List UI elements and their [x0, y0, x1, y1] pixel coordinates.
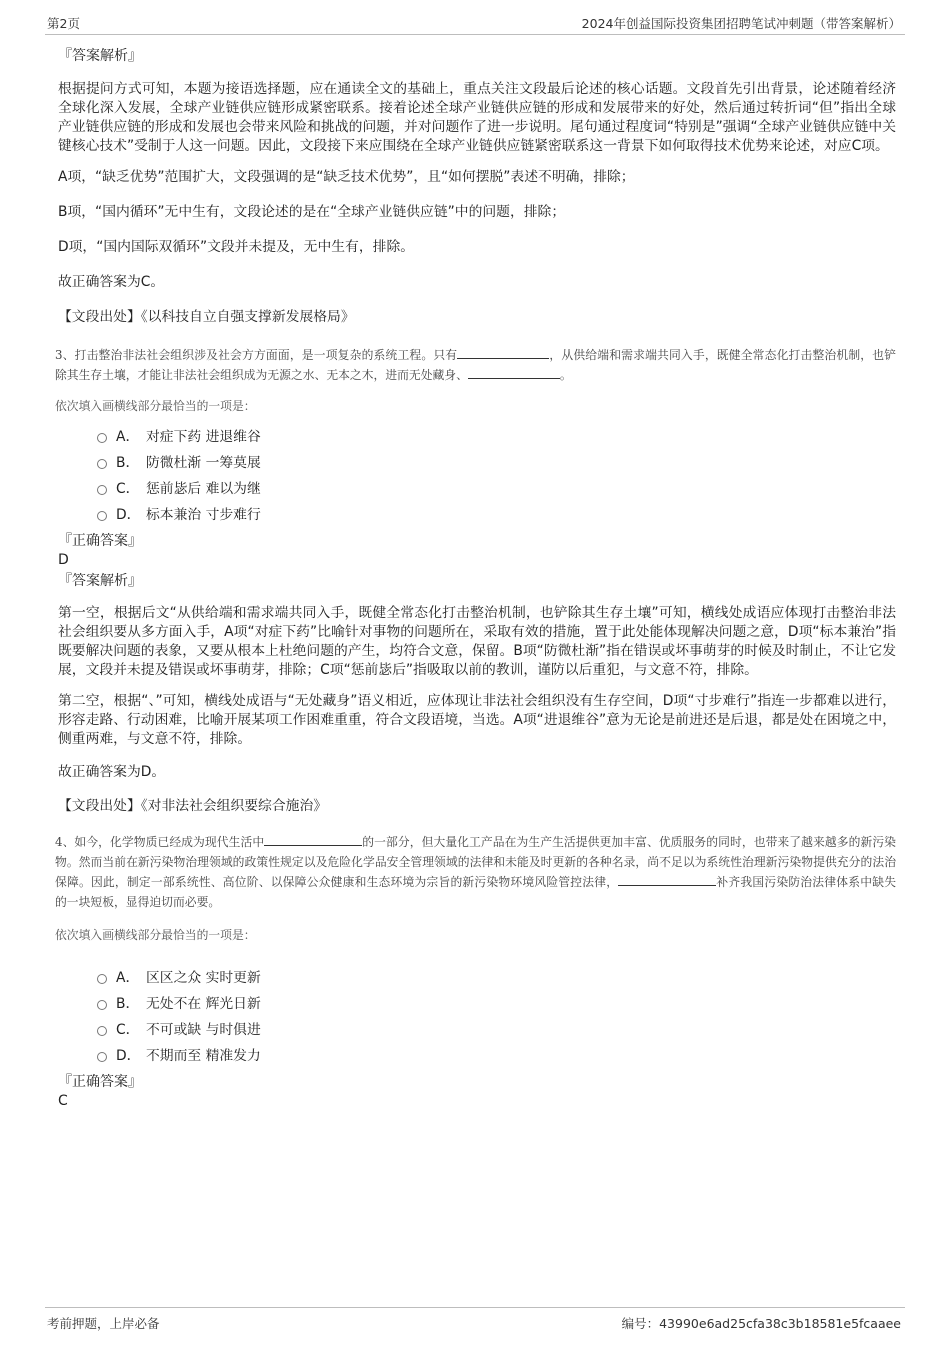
option-c[interactable]: C． 惩前毖后 难以为继: [58, 476, 896, 502]
correct-answer-label: 『正确答案』: [58, 533, 142, 549]
page-footer: [45, 1307, 905, 1334]
analysis-paragraph: A项，“缺乏优势”范围扩大，文段强调的是“缺乏技术优势”，且“如何摆脱”表述不明确，排除；: [58, 169, 635, 185]
analysis-paragraph: 第二空，根据“、”可知，横线处成语与“无处藏身”语义相近，应体现让非法社会组织没有生存空间，D项“寸步难行”指连一步都难以进行，形容走路、行动困难，比喻开展某项工作困难重重，符合文段语境，当选。A项“进退维谷”意为无论是前进还是后退，都是处在困境之中，侧重两难，与文意不符，排除。: [58, 693, 896, 747]
question-4-prompt: 依次填入画横线部分最恰当的一项是：: [55, 928, 256, 942]
question-4-text: 4、如今，化学物质已经成为现代生活中 的一部分，但大量化工产品在为生产生活提供更加丰富、优质服务的同时，也带来了越来越多的新污染物。然而当前在新污染物治理领域的政策性规定以及危险化学品安全管理领域的法律和未能及时更新的各种名录，尚不足以为系统性治理新污染物提供充分的法治保障。因此，制定一部系统性、高位阶、以保障公众健康和生态环境为宗旨的新污染物环境风险管控法律， 补齐我国污染防治法律体系中缺失的一块短板，显得迫切而必要。: [55, 832, 896, 912]
option-a[interactable]: A． 区区之众 实时更新: [58, 965, 896, 991]
analysis-paragraph: 根据提问方式可知，本题为接语选择题，应在通读全文的基础上，重点关注文段最后论述的核心话题。文段首先引出背景，论述随着经济全球化深入发展，全球产业链供应链形成紧密联系。接着论述全球产业链供应链的形成和发展带来的好处，然后通过转折词“但”指出全球产业链供应链的形成和发展也会带来风险和挑战的问题，并对问题作了进一步说明。尾句通过程度词“特别是”强调“全球产业链供应链中关键核心技术”受制于人这一问题。因此，文段接下来应围绕在全球产业链供应链紧密联系这一背景下如何取得技术优势来论述，对应C项。: [58, 81, 896, 154]
option-b[interactable]: B． 无处不在 辉光日新: [58, 991, 896, 1017]
fill-blank: [618, 872, 716, 886]
fill-blank: [457, 345, 549, 359]
analysis-paragraph: D项，“国内国际双循环”文段并未提及，无中生有，排除。: [58, 239, 415, 255]
option-c[interactable]: C． 不可或缺 与时俱进: [58, 1017, 896, 1043]
radio-icon[interactable]: [97, 1000, 107, 1010]
fill-blank: [468, 365, 560, 379]
document-body: [55, 47, 896, 1110]
footer-slogan: 考前押题，上岸必备: [47, 1316, 160, 1331]
document-code: 编号：43990e6ad25cfa38c3b18581e5fcaaee: [621, 1316, 901, 1331]
radio-icon[interactable]: [97, 511, 107, 521]
option-a[interactable]: A． 对症下药 进退维谷: [58, 424, 896, 450]
analysis-label: 『答案解析』: [58, 573, 142, 589]
question-3-options: [58, 424, 896, 528]
correct-answer: D: [58, 552, 69, 568]
option-b[interactable]: B． 防微杜渐 一筹莫展: [58, 450, 896, 476]
correct-answer-label: 『正确答案』: [58, 1074, 142, 1090]
question-3-prompt: 依次填入画横线部分最恰当的一项是：: [55, 399, 256, 413]
radio-icon[interactable]: [97, 1052, 107, 1062]
radio-icon[interactable]: [97, 485, 107, 495]
radio-icon[interactable]: [97, 459, 107, 469]
page-header: [45, 14, 905, 35]
source-citation: 【文段出处】《对非法社会组织要综合施治》: [58, 798, 328, 814]
question-3-text: 3、打击整治非法社会组织涉及社会方方面面，是一项复杂的系统工程。只有 ，从供给端和需求端共同入手，既健全常态化打击整治机制，也铲除其生存土壤，才能让非法社会组织成为无源之水、无本之木，进而无处藏身、 。: [55, 345, 896, 385]
source-citation: 【文段出处】《以科技自立自强支撑新发展格局》: [58, 309, 355, 325]
radio-icon[interactable]: [97, 974, 107, 984]
analysis-paragraph: 第一空，根据后文“从供给端和需求端共同入手，既健全常态化打击整治机制，也铲除其生存土壤”可知，横线处成语应体现打击整治非法社会组织要从多方面入手，A项“对症下药”比喻针对事物的问题所在，采取有效的措施，置于此处能体现解决问题之意，D项“标本兼治”指既要解决问题的表象，又要从根本上杜绝问题的产生，均符合文意，保留。B项“防微杜渐”指在错误或坏事萌芽的时候及时制止，不让它发展，文段并未提及错误或坏事萌芽，排除；C项“惩前毖后”指吸取以前的教训，谨防以后重犯，与文意不符，排除。: [58, 605, 896, 678]
radio-icon[interactable]: [97, 1026, 107, 1036]
analysis-conclusion: 故正确答案为D。: [58, 764, 166, 780]
fill-blank: [264, 832, 362, 846]
page-number: 第2页: [47, 16, 80, 31]
option-d[interactable]: D． 标本兼治 寸步难行: [58, 502, 896, 528]
analysis-conclusion: 故正确答案为C。: [58, 274, 165, 290]
question-4-options: [58, 965, 896, 1069]
analysis-label: 『答案解析』: [58, 48, 142, 64]
radio-icon[interactable]: [97, 433, 107, 443]
document-title: 2024年创益国际投资集团招聘笔试冲刺题（带答案解析）: [581, 16, 901, 31]
option-d[interactable]: D． 不期而至 精准发力: [58, 1043, 896, 1069]
correct-answer: C: [58, 1093, 68, 1109]
analysis-paragraph: B项，“国内循环”无中生有，文段论述的是在“全球产业链供应链”中的问题，排除；: [58, 204, 566, 220]
